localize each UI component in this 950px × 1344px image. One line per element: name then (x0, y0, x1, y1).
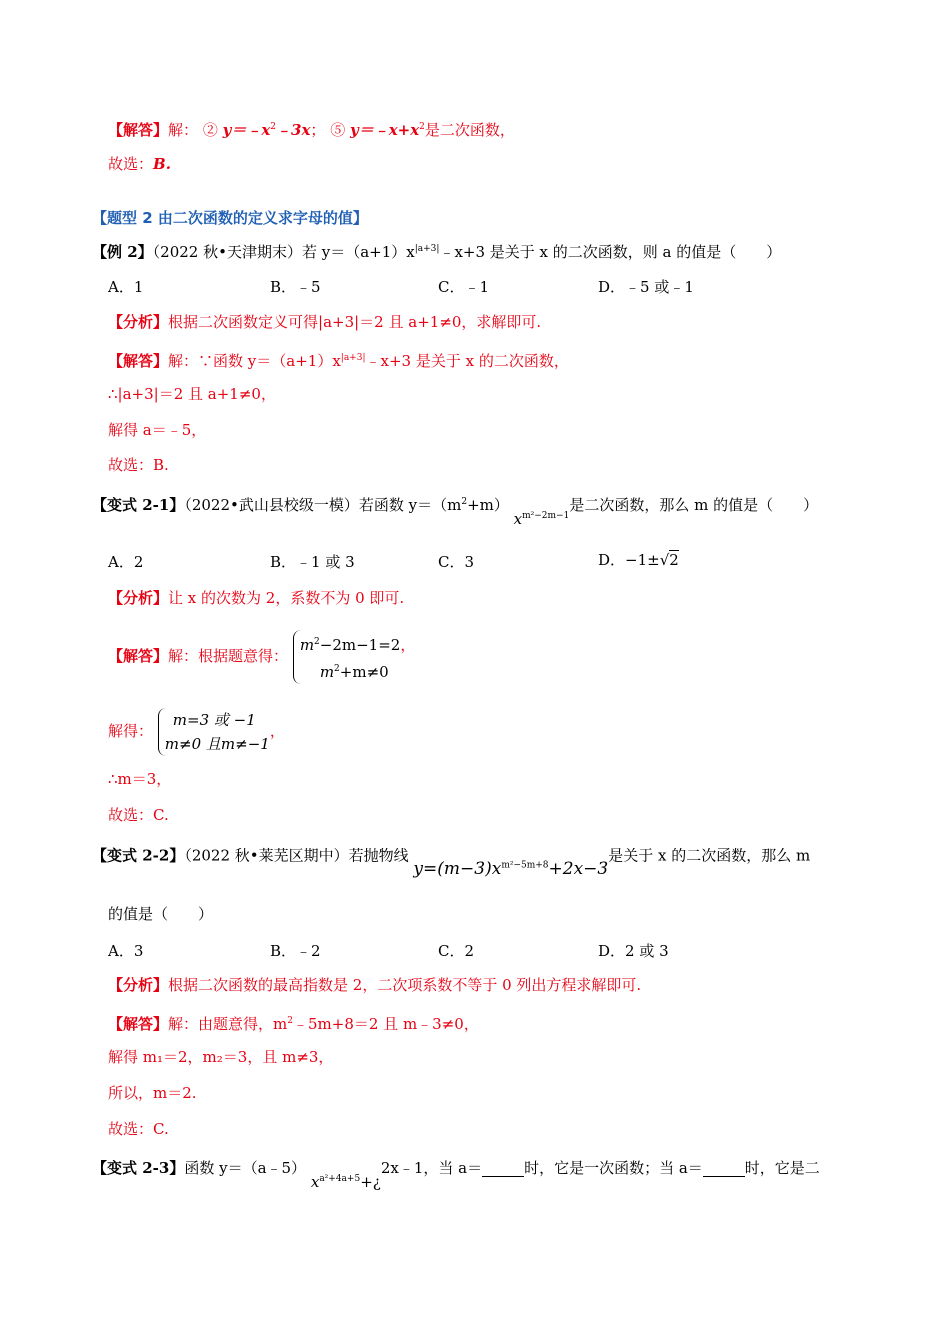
option-a: A．1 (108, 278, 144, 296)
variant-2-1-stem-c: 是二次函数，那么 m 的值是（ ） (569, 496, 819, 514)
answer-tag: 【解答】 (108, 352, 169, 370)
analysis-text: 根据二次函数定义可得|a+3|＝2 且 a+1≠0，求解即可. (168, 313, 542, 331)
variant-2-1-x: x (513, 510, 523, 528)
choose-label: 故选： (108, 155, 154, 173)
variant-2-2-answer (108, 1011, 479, 1034)
answer-tag: 【解答】 (108, 647, 169, 665)
variant-2-3-stem-c: 时，它是一次函数；当 a＝ (524, 1159, 703, 1177)
option-d: D．2 或 3 (598, 942, 669, 960)
variant-2-1-choose: 故选：C. (108, 806, 169, 824)
equation-system (293, 630, 416, 684)
variant-2-2-formula-b: +2x−3 (548, 858, 609, 879)
solution-row-1: m=3 或 −1 (172, 711, 256, 729)
circled-number-5: ⑤ (330, 121, 346, 139)
answer-text-a: 解：由题意得，m (168, 1015, 288, 1033)
option-d-text: D．−1± (598, 551, 660, 569)
example-2-choose: 故选：B. (108, 456, 169, 474)
answer-tag: 【解答】 (108, 1015, 169, 1033)
option-b: B．﹣1 或 3 (270, 553, 355, 571)
answer-tail: 是二次函数， (424, 121, 515, 139)
variant-2-1-tag: 【变式 2-1】 (92, 496, 185, 514)
variant-2-1-solve (108, 708, 285, 756)
analysis-text: 根据二次函数的最高指数是 2，二次项系数不等于 0 列出方程求解即可. (168, 976, 642, 994)
answer-text-a: 解：∵函数 y＝（a+1）x (168, 352, 341, 370)
system-row-1-b: −2m−1=2 (319, 636, 401, 654)
example-2-exponent: |a+3| (414, 244, 440, 254)
answer-lead: 解：根据题意得： (168, 647, 289, 665)
system-row-1-a: m (299, 636, 315, 654)
example-2-step-1: ∴|a+3|＝2 且 a+1≠0， (108, 385, 276, 403)
variant-2-1-stem-a: 若函数 y＝（m (358, 496, 462, 514)
variant-2-1-result: ∴m＝3， (108, 770, 172, 788)
example-2-step-2: 解得 a＝﹣5， (108, 421, 207, 439)
option-a: A．3 (108, 942, 144, 960)
sqrt-icon: √ (659, 551, 670, 569)
option-c: C．2 (438, 942, 475, 960)
equation-2-sup: 2 (270, 122, 277, 132)
example-2-stem (92, 239, 781, 262)
system-row-1-c: ， (400, 636, 416, 654)
example-2-answer (108, 348, 569, 371)
variant-2-3-x: x (310, 1173, 320, 1191)
answer-tag: 【解答】 (108, 121, 169, 139)
variant-2-3-stem-b: 2x﹣1，当 a＝ (380, 1159, 483, 1177)
analysis-tag: 【分析】 (108, 589, 169, 607)
equation-5-sup: 2 (419, 122, 425, 132)
analysis-tag: 【分析】 (108, 976, 169, 994)
variant-2-2-choose: 故选：C. (108, 1120, 169, 1138)
variant-2-2-stem (92, 842, 811, 879)
variant-2-3-plus: +¿ (360, 1173, 381, 1191)
system-row-2-a: m (319, 663, 335, 681)
variant-2-2-exponent: m²−5m+8 (501, 860, 549, 870)
circled-number-2: ② (202, 121, 218, 139)
variant-2-3-stem (92, 1155, 820, 1191)
variant-2-1-sq: 2 (461, 497, 468, 507)
blank-2[interactable] (703, 1162, 745, 1177)
solution-system (158, 708, 270, 756)
variant-2-3-tag: 【变式 2-3】 (92, 1159, 185, 1177)
variant-2-1-analysis (108, 588, 404, 608)
option-c: C．﹣1 (438, 278, 490, 296)
variant-2-2-stem-b: 是关于 x 的二次函数，那么 m (608, 846, 811, 865)
analysis-tag: 【分析】 (108, 313, 169, 331)
variant-2-3-stem-a: 函数 y＝（a﹣5） (184, 1159, 307, 1177)
system-row-2-sq: 2 (334, 664, 340, 674)
variant-2-3-exponent: a²+4a+5 (319, 1174, 361, 1184)
solve-lead: 解得： (108, 722, 154, 740)
example-2-analysis (108, 312, 541, 332)
variant-2-2-tag: 【变式 2-2】 (92, 846, 185, 865)
variant-2-3-stem-d: 时，它是二 (744, 1159, 820, 1177)
solution-tail: ， (269, 722, 285, 740)
section-2-title: 【题型 2 由二次函数的定义求字母的值】 (92, 209, 368, 227)
option-b: B．﹣5 (270, 278, 321, 296)
option-a: A．2 (108, 553, 144, 571)
variant-2-1-answer (108, 630, 415, 684)
variant-2-1-exponent: m²−2m−1 (522, 511, 570, 521)
answer-text-b: ﹣5m+8＝2 且 m﹣3≠0， (292, 1015, 479, 1033)
example-2-source: （2022 秋•天津期末） (152, 243, 302, 261)
answer-exponent: |a+3| (340, 353, 366, 363)
variant-2-2-source: （2022 秋•莱芜区期中） (184, 846, 349, 865)
answer-lead: 解： (168, 121, 199, 139)
equation-2-a: y＝﹣x (222, 121, 271, 139)
option-c: C．3 (438, 553, 475, 571)
variant-2-1-stem (92, 492, 819, 528)
separator: ； (310, 121, 326, 139)
variant-2-2-formula-a: y=(m−3)x (413, 858, 502, 879)
variant-2-2-stem-a: 若抛物线 (348, 846, 409, 865)
analysis-text: 让 x 的次数为 2，系数不为 0 即可. (168, 589, 405, 607)
blank-1[interactable] (482, 1162, 524, 1177)
variant-2-2-stem-c: 的值是（ ） (108, 905, 214, 923)
option-d: D．﹣5 或﹣1 (598, 278, 694, 296)
q1-answer-line (108, 117, 515, 140)
choose-answer: B. (153, 155, 171, 173)
system-row-1-sq: 2 (314, 637, 320, 647)
equation-5-a: y＝﹣x+x (350, 121, 420, 139)
solution-row-2: m≠0 且m≠−1 (164, 735, 270, 753)
option-d (598, 549, 679, 570)
variant-2-2-step-2: 所以，m＝2. (108, 1084, 197, 1102)
example-2-stem-a: 若 y＝（a+1）x (301, 243, 415, 261)
sqrt-radicand: 2 (669, 551, 679, 569)
answer-sq: 2 (287, 1016, 293, 1026)
q1-choose-line (108, 154, 171, 174)
option-b: B．﹣2 (270, 942, 321, 960)
example-2-tag: 【例 2】 (92, 243, 153, 261)
system-row-2-b: +m≠0 (339, 663, 389, 681)
example-2-stem-b: ﹣x+3 是关于 x 的二次函数，则 a 的值是（ ） (439, 243, 782, 261)
variant-2-2-step-1: 解得 m₁＝2，m₂＝3，且 m≠3， (108, 1048, 334, 1066)
variant-2-2-analysis (108, 975, 641, 995)
answer-text-b: ﹣x+3 是关于 x 的二次函数， (365, 352, 569, 370)
variant-2-1-stem-b: +m） (467, 496, 509, 514)
equation-2-b: ﹣3x (276, 121, 311, 139)
variant-2-1-source: （2022•武山县校级一模） (184, 496, 359, 514)
